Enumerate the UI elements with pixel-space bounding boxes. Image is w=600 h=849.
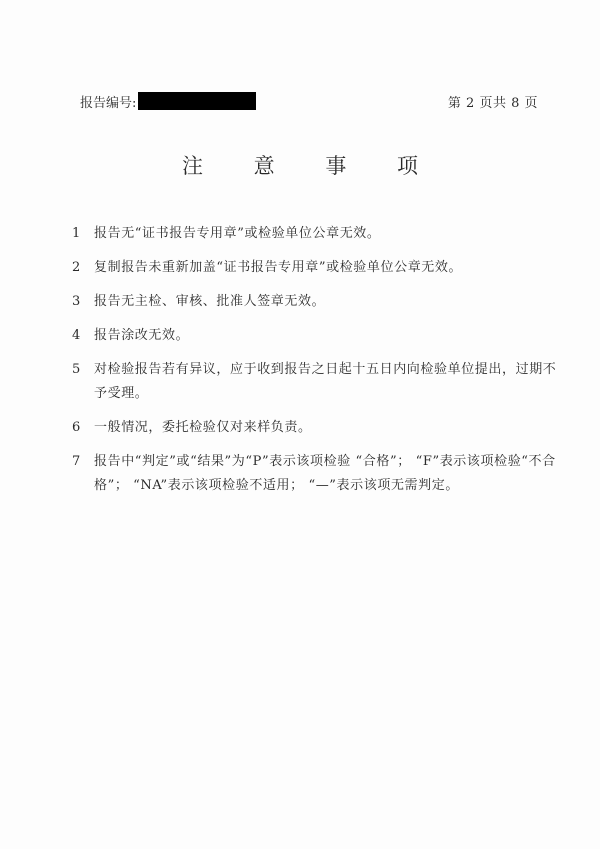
note-text: 对检验报告若有异议，应于收到报告之日起十五日内向检验单位提出，过期不予受理。 [94, 362, 557, 401]
notes-list [72, 222, 562, 508]
note-number: 5 [72, 362, 81, 377]
note-item [72, 290, 562, 314]
page-header [80, 91, 538, 111]
note-item [72, 416, 562, 440]
note-text: 复制报告未重新加盖“证书报告专用章”或检验单位公章无效。 [94, 260, 463, 275]
note-number: 1 [72, 226, 81, 241]
note-text: 一般情况，委托检验仅对来样负责。 [94, 420, 312, 435]
note-number: 3 [72, 294, 81, 309]
note-item [72, 450, 562, 498]
note-number: 6 [72, 420, 81, 435]
redacted-report-number [138, 92, 256, 110]
report-number-label: 报告编号: [80, 95, 137, 111]
note-number: 4 [72, 328, 81, 343]
note-text: 报告中“判定”或“结果”为“P”表示该项检验 “合格”； “F”表示该项检验“不合格”； “NA”表示该项检验不适用； “—”表示该项无需判定。 [94, 454, 556, 493]
note-text: 报告无主检、审核、批准人签章无效。 [94, 294, 326, 309]
note-number: 2 [72, 260, 81, 275]
note-item [72, 358, 562, 406]
page-title: 注 意 事 项 [181, 154, 441, 178]
report-number [80, 92, 256, 111]
note-text: 报告无“证书报告专用章”或检验单位公章无效。 [94, 226, 381, 241]
page-indicator: 第 2 页共 8 页 [447, 95, 538, 111]
note-item [72, 222, 562, 246]
note-text: 报告涂改无效。 [94, 328, 190, 343]
note-number: 7 [72, 454, 81, 469]
note-item [72, 324, 562, 348]
note-item [72, 256, 562, 280]
